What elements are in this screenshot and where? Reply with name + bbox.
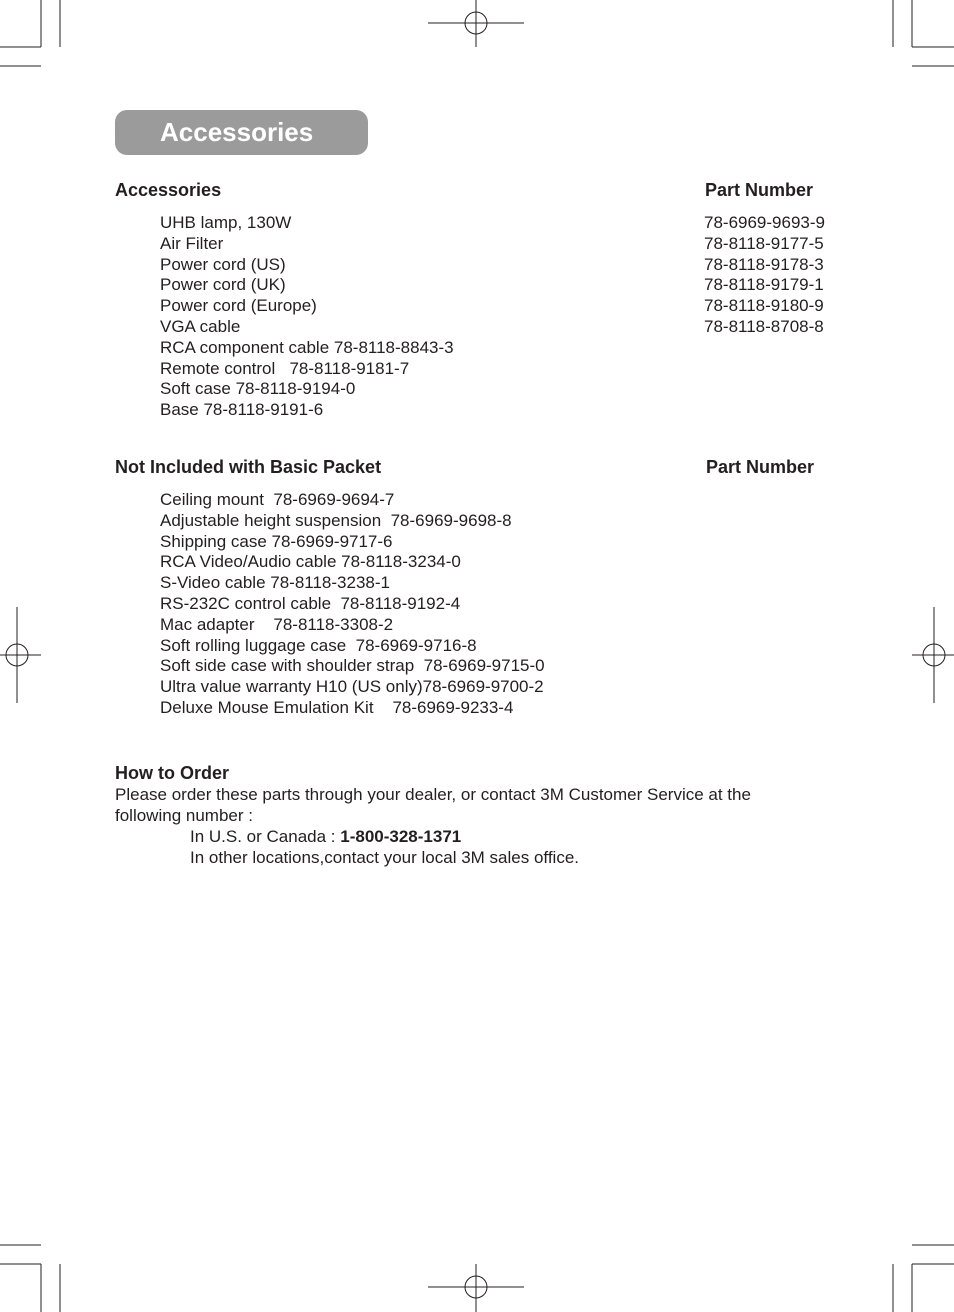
list-item: Shipping case 78-6969-9717-6	[160, 531, 393, 551]
not-included-heading: Not Included with Basic Packet	[115, 457, 382, 477]
page-title-banner	[115, 110, 368, 155]
item-name: Soft case 78-8118-9194-0	[160, 379, 356, 399]
list-item: Ultra value warranty H10 (US only)78-6969-9700-2	[160, 677, 544, 697]
us-contact-line	[190, 826, 461, 847]
accessories-heading: Accessories	[115, 180, 222, 200]
list-item: Soft side case with shoulder strap 78-6969-9715-0	[160, 656, 545, 676]
item-part-number: 78-8118-8708-8	[704, 316, 824, 336]
other-locations-line: In other locations,contact your local 3M sales office.	[190, 848, 579, 867]
us-contact-label: In U.S. or Canada :	[190, 827, 341, 846]
item-part-number: 78-6969-9693-9	[704, 213, 825, 232]
list-item	[160, 400, 840, 421]
accessories-part-number-heading: Part Number	[705, 180, 814, 200]
list-item: Deluxe Mouse Emulation Kit 78-6969-9233-4	[160, 697, 514, 717]
not-included-part-number-heading: Part Number	[706, 457, 815, 477]
item-part-number: 78-8118-9179-1	[704, 275, 824, 295]
list-item: Ceiling mount 78-6969-9694-7	[160, 490, 395, 509]
page-title: Accessories	[160, 117, 314, 147]
list-item: RS-232C control cable 78-8118-9192-4	[160, 593, 461, 613]
list-item	[160, 359, 840, 380]
item-name: Air Filter	[160, 233, 224, 253]
item-name: Power cord (UK)	[160, 275, 286, 295]
how-to-order-text: Please order these parts through your dealer, or contact 3M Customer Service at the following number :	[115, 785, 751, 825]
list-item: RCA Video/Audio cable 78-8118-3234-0	[160, 552, 461, 572]
us-phone-number: 1-800-328-1371	[340, 827, 462, 846]
item-part-number: 78-8118-9178-3	[704, 254, 824, 274]
item-name: UHB lamp, 130W	[160, 213, 292, 232]
accessories-list	[160, 213, 840, 421]
list-item	[160, 317, 840, 338]
item-name: Remote control 78-8118-9181-7	[160, 358, 410, 378]
item-name: Power cord (US)	[160, 254, 286, 274]
list-item	[160, 234, 840, 255]
item-name: Power cord (Europe)	[160, 296, 317, 316]
not-included-list	[160, 490, 840, 719]
item-part-number: 78-8118-9177-5	[704, 233, 824, 253]
item-name: Base 78-8118-9191-6	[160, 400, 324, 420]
list-item: Adjustable height suspension 78-6969-9698-8	[160, 510, 512, 530]
list-item	[160, 296, 840, 317]
item-name: RCA component cable 78-8118-8843-3	[160, 337, 454, 357]
list-item	[160, 275, 840, 296]
list-item	[160, 213, 840, 234]
list-item: Mac adapter 78-8118-3308-2	[160, 614, 394, 634]
list-item	[160, 255, 840, 276]
list-item: Soft rolling luggage case 78-6969-9716-8	[160, 635, 477, 655]
item-part-number: 78-8118-9180-9	[704, 296, 824, 316]
list-item	[160, 379, 840, 400]
item-name: VGA cable	[160, 316, 241, 336]
list-item: S-Video cable 78-8118-3238-1	[160, 573, 390, 593]
how-to-order-heading: How to Order	[115, 763, 230, 783]
list-item	[160, 338, 840, 359]
